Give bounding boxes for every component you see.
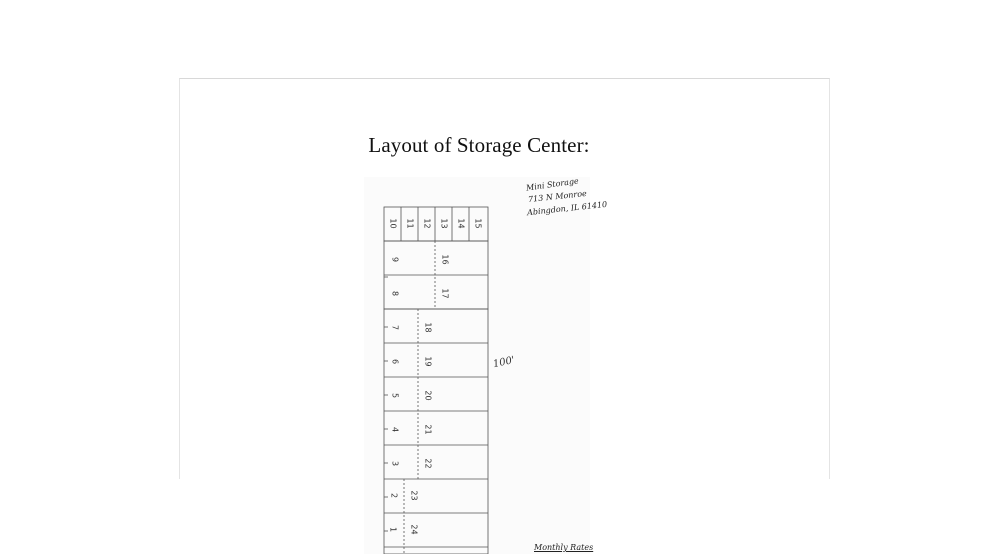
unit-label: 22 [423, 458, 433, 469]
monthly-rates-label: Monthly Rates [534, 543, 594, 552]
address-note-line: 713 N Monroe [527, 188, 588, 205]
unit-label: 18 [423, 322, 433, 333]
unit-label: 9 [390, 256, 400, 263]
unit-label: 7 [390, 324, 400, 331]
unit-label: 6 [390, 358, 400, 365]
address-note-line: Mini Storage [525, 176, 580, 193]
unit-label: 15 [473, 218, 483, 229]
unit-label: 21 [423, 424, 433, 435]
unit-label: 12 [422, 218, 432, 229]
page-title: Layout of Storage Center: [368, 133, 590, 157]
unit-label: 14 [456, 218, 466, 229]
unit-label: 5 [390, 392, 400, 399]
unit-label: 24 [409, 524, 419, 535]
unit-label: 23 [409, 490, 419, 501]
unit-label: 16 [440, 254, 450, 265]
unit-label: 8 [390, 290, 400, 297]
dimension-label: 100' [492, 354, 516, 371]
unit-label: 4 [390, 426, 400, 433]
address-note-line: Abingdon, IL 61410 [526, 199, 608, 218]
unit-label: 19 [423, 356, 433, 367]
unit-label: 3 [390, 460, 400, 467]
unit-label: 10 [388, 218, 398, 229]
storage-layout-sketch [364, 176, 608, 554]
unit-label: 11 [405, 218, 415, 229]
unit-label: 1 [388, 526, 398, 533]
unit-label: 13 [439, 218, 449, 229]
unit-label: 17 [440, 288, 450, 299]
unit-label: 20 [423, 390, 433, 401]
unit-label: 2 [389, 492, 399, 499]
